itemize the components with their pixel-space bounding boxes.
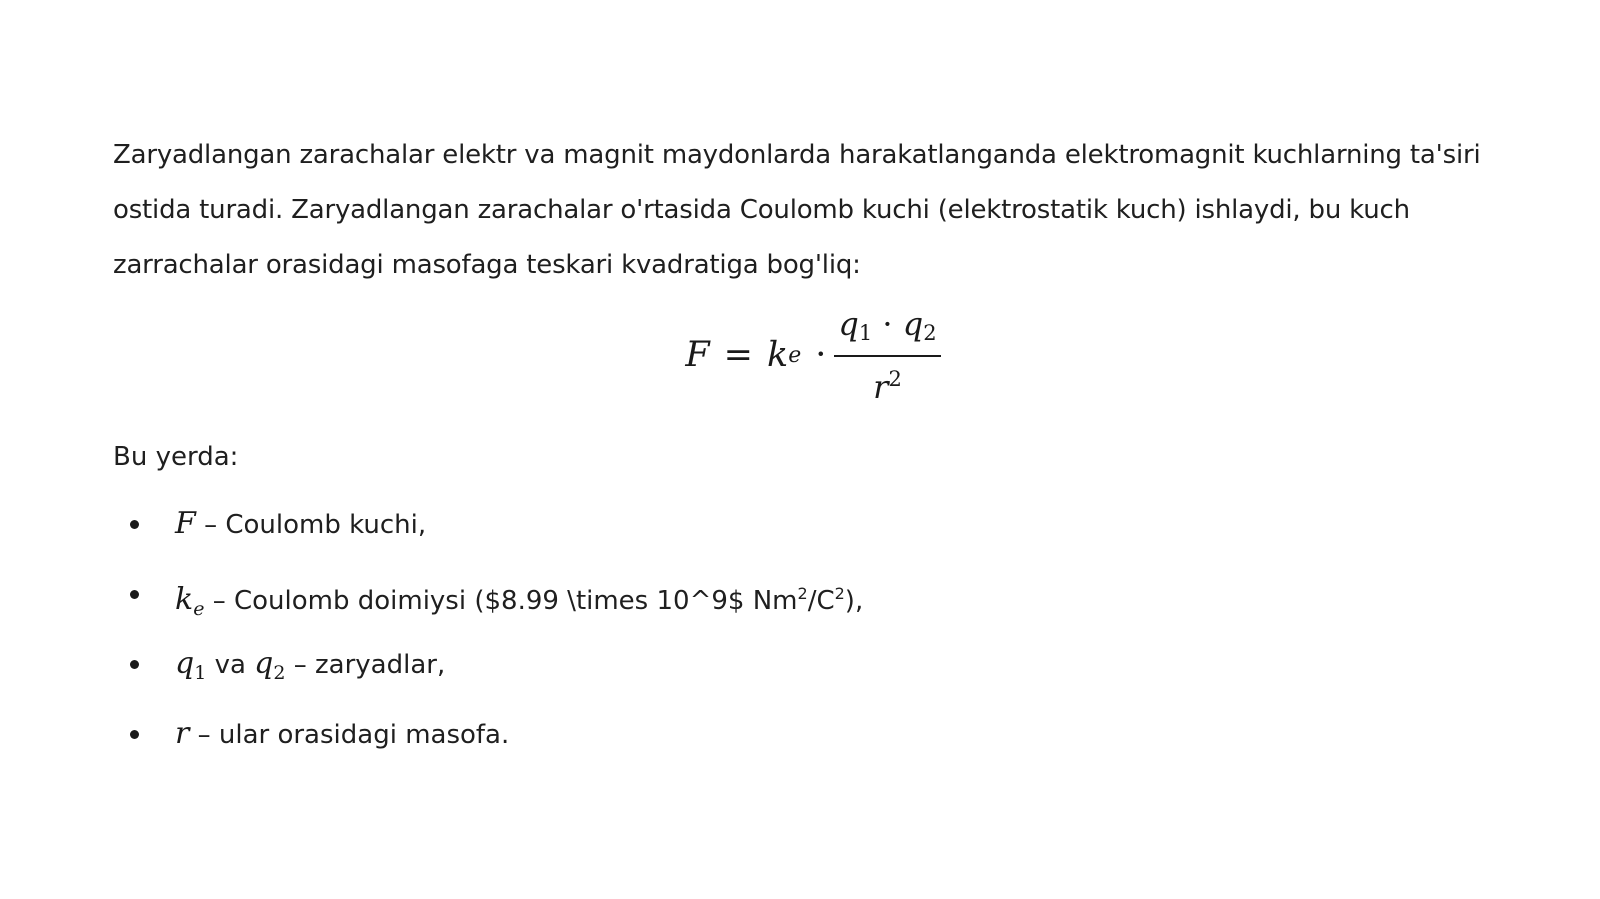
formula-force-symbol: F: [685, 335, 710, 375]
formula-equals-sign: =: [723, 335, 753, 375]
charge-connector: va: [206, 650, 255, 680]
distance-description: – ular orasidagi masofa.: [189, 720, 510, 750]
constant-description-end: ),: [844, 586, 864, 616]
list-item: [113, 573, 1513, 620]
charge-q2-symbol: $q_2$: [254, 646, 286, 684]
fraction-denominator: [873, 357, 902, 407]
intro-paragraph: Zaryadlangan zarachalar elektr va magnit maydonlarda harakatlanganda elektromagnit kuchlarning ta'siri ostida turadi. Zaryadlangan zarachalar o'rtasida Coulomb kuchi (elektrostatik kuch) ishlaydi, bu kuch zarrachalar orasidagi masofaga teskari kvadratiga bog'liq:: [113, 140, 1481, 280]
numerator-q1-subscript: 1: [858, 320, 873, 345]
numerator-q2-subscript: 2: [923, 320, 937, 345]
charge-q1-symbol: $q_1$: [175, 646, 207, 684]
fraction-numerator: [834, 304, 940, 357]
article-content: [113, 128, 1513, 783]
where-label: Bu yerda:: [113, 442, 239, 472]
formula-multiply-dot: ·: [815, 335, 827, 375]
list-item: [113, 503, 1513, 545]
constant-symbol: $k_e$: [175, 582, 205, 620]
numerator-q1: q: [838, 304, 859, 343]
formula-constant-symbol: k: [767, 335, 789, 375]
numerator-q2: q: [902, 304, 924, 343]
distance-symbol: r: [175, 716, 190, 751]
numerator-dot: ·: [882, 304, 893, 343]
list-item: [113, 713, 1513, 755]
unit-exponent-c: 2: [834, 584, 845, 603]
charge-description: – zaryadlar,: [285, 650, 446, 680]
denominator-exponent: 2: [888, 366, 902, 391]
force-description: – Coulomb kuchi,: [195, 510, 427, 540]
formula-constant-subscript: e: [788, 342, 802, 368]
unit-exponent-m: 2: [797, 584, 808, 603]
coulomb-formula: [113, 304, 1513, 406]
variable-list: [113, 503, 1513, 755]
denominator-r: r: [873, 367, 889, 406]
constant-description-middle: /C: [807, 586, 835, 616]
constant-description-start: – Coulomb doimiysi ($8.99 \times 10^9$ Nm: [204, 586, 798, 616]
formula-fraction: [834, 304, 940, 407]
list-item: [113, 643, 1513, 685]
force-symbol: F: [175, 506, 196, 541]
